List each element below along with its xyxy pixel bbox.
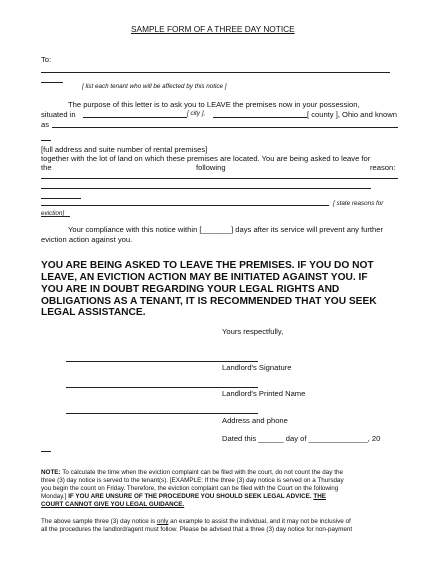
together-line-1: together with the lot of land on which these premises are located. You are being asked to leave for — [41, 154, 371, 163]
state-reasons-note: [ state reasons for — [333, 200, 384, 207]
warning-line-2: LEAVE, AN EVICTION ACTION MAY BE INITIATED AGAINST YOU. IF — [41, 272, 368, 283]
city-label: [ city ], — [187, 110, 206, 117]
city-blank — [213, 117, 307, 118]
above-only: only — [156, 518, 169, 525]
address-blank-short — [41, 140, 51, 141]
the-label: the — [41, 163, 52, 172]
purpose-line-1: The purpose of this letter is to ask you to LEAVE the premises now in your possession, — [68, 100, 360, 109]
compliance-line-1: Your compliance with this notice within [_______] days after its service will prevent any further — [68, 225, 384, 234]
note-line-4 — [41, 493, 326, 501]
above-text-1a: The above sample three (3) day notice is — [41, 518, 156, 525]
reason-line-1 — [41, 178, 398, 179]
tenant-line-1 — [41, 72, 390, 73]
eviction-note: eviction] — [41, 210, 65, 217]
signature-line — [66, 361, 258, 362]
reason-line-4 — [41, 205, 329, 206]
warning-line-3: YOU ARE IN DOUBT REGARDING YOUR LEGAL RIGHTS AND — [41, 284, 340, 295]
above-line-2: all the procedures the landlord/agent must follow. Please be advised that a three (3) day notice for non-payment — [41, 526, 353, 533]
note-line-2 — [41, 477, 344, 485]
note-text-2c: If the three (3) day notice is served on a Thursday — [204, 477, 344, 484]
above-text-1c: an example to assist the individual, and it may not be inclusive of — [170, 518, 351, 525]
landlord-signature-label: Landlord's Signature — [222, 363, 292, 372]
note-example: [EXAMPLE: — [169, 477, 204, 484]
document-title: SAMPLE FORM OF A THREE DAY NOTICE — [131, 24, 295, 34]
situated-in-blank — [83, 117, 187, 118]
note-line-1 — [41, 469, 343, 477]
warning-line-5: LEGAL ASSISTANCE. — [41, 307, 146, 318]
note-the: THE — [313, 493, 326, 500]
note-text-1: To calculate the time when the eviction complaint can be filed with the court, do not count the day the — [62, 469, 343, 476]
following-label: following — [196, 163, 226, 172]
list-tenants-note: [ list each tenant who will be affected by this notice ] — [82, 83, 227, 90]
short-divider — [41, 451, 51, 452]
reason-line-2 — [41, 188, 371, 189]
note-legal-advice: IF YOU ARE UNSURE OF THE PROCEDURE YOU SHOULD SEEK LEGAL ADVICE. — [68, 493, 312, 500]
warning-line-4: OBLIGATIONS AS A TENANT, IT IS RECOMMENDED THAT YOU SEEK — [41, 296, 377, 307]
above-line-1 — [41, 518, 351, 526]
note-line-3: you begin the count on Friday. Therefore, the eviction complaint can be filed with the Court on the following — [41, 485, 339, 492]
printed-name-line — [66, 387, 258, 388]
note-line-5: COURT CANNOT GIVE YOU LEGAL GUIDANCE. — [41, 501, 185, 508]
as-label: as — [41, 120, 50, 129]
to-label: To: — [41, 55, 52, 64]
reason-label: reason: — [370, 163, 396, 172]
landlord-printed-name-label: Landlord's Printed Name — [222, 389, 306, 398]
note-label: NOTE: — [41, 469, 61, 476]
address-note: [full address and suite number of rental premises] — [41, 145, 208, 154]
tenant-line-2 — [41, 82, 63, 83]
address-phone-label: Address and phone — [222, 416, 288, 425]
county-label: [ county ], Ohio and known — [307, 110, 397, 119]
situated-in-label: situated in — [41, 110, 76, 119]
dated-line: Dated this ______ day of ______________, 20 — [222, 434, 381, 443]
note-text-2a: three (3) day notice is served to the tenant(s). — [41, 477, 169, 484]
as-blank — [52, 127, 398, 128]
address-phone-line — [66, 413, 258, 414]
closing-text: Yours respectfully, — [222, 327, 284, 336]
note-text-4a: Monday.] — [41, 493, 67, 500]
eviction-underline — [41, 216, 70, 217]
compliance-line-2: eviction action against you. — [41, 235, 133, 244]
warning-line-1: YOU ARE BEING ASKED TO LEAVE THE PREMISES. IF YOU DO NOT — [41, 260, 374, 271]
reason-line-3 — [41, 198, 81, 199]
